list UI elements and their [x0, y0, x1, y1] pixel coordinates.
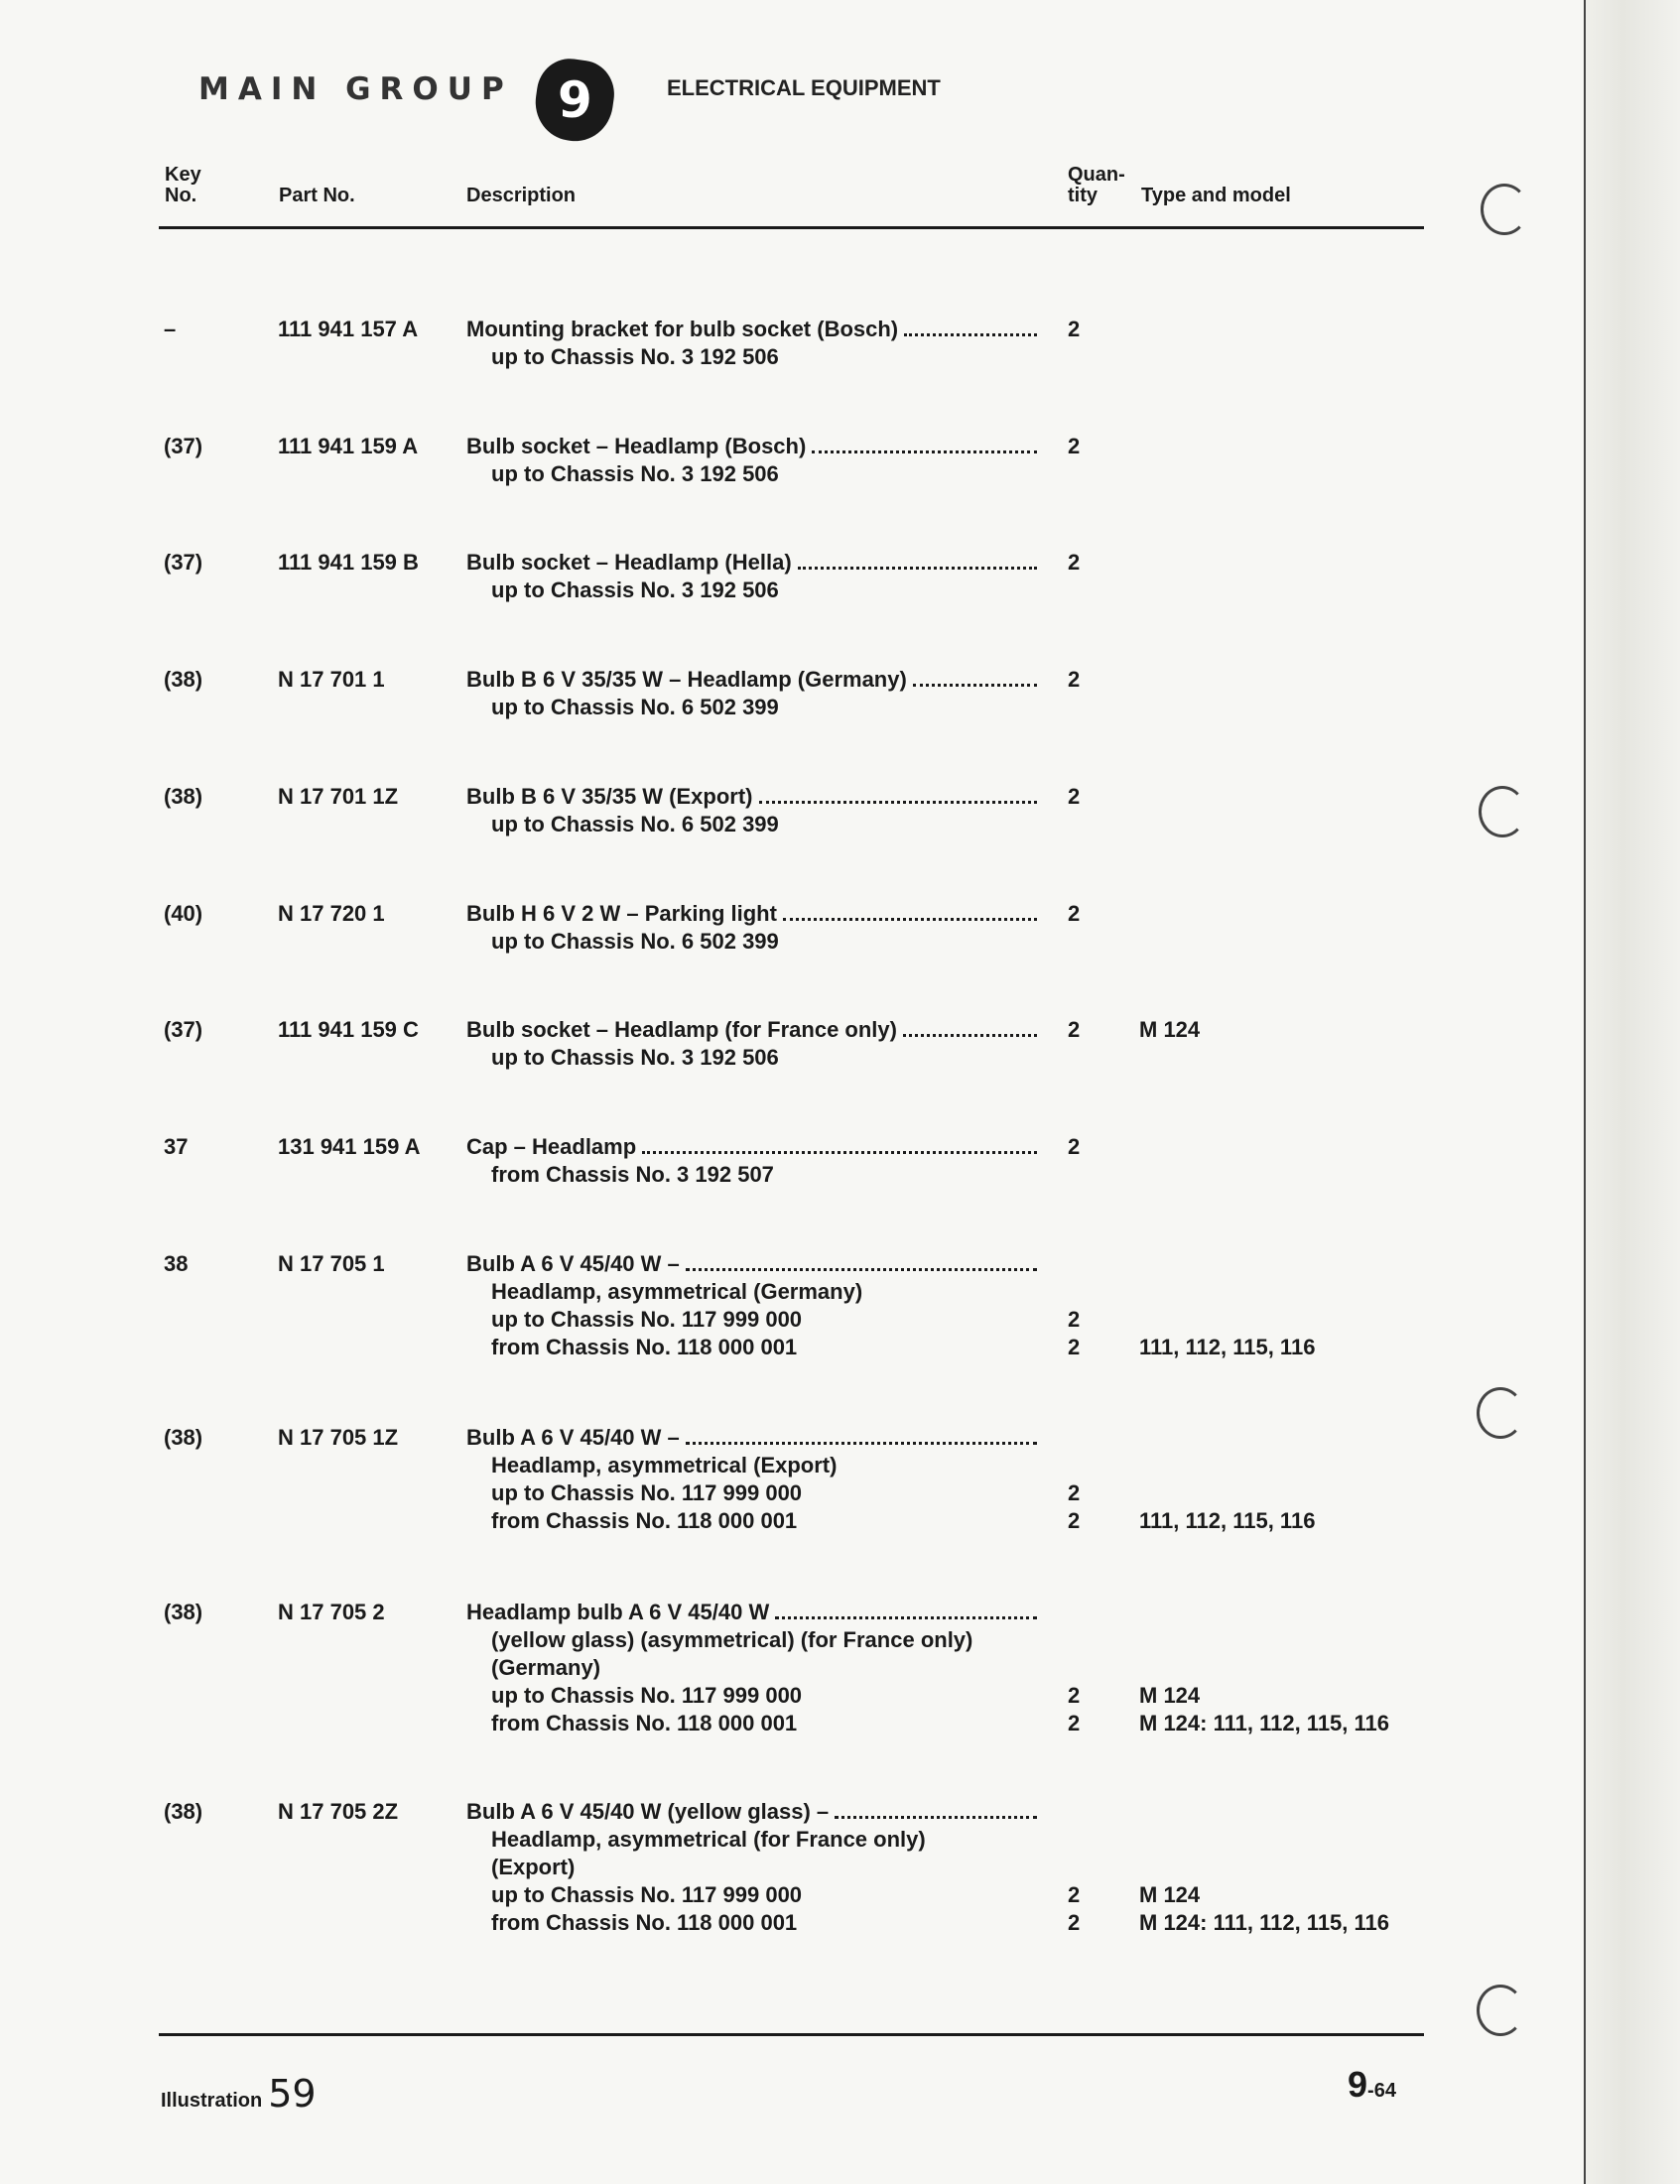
description-line [466, 1278, 1037, 1306]
description-line [466, 1479, 1037, 1507]
key-number: 38 [164, 1251, 189, 1276]
quantity-value [1068, 1626, 1080, 1654]
part-number: N 17 705 2 [278, 1600, 385, 1624]
quantity [1068, 783, 1080, 811]
quantity-value: 2 [1068, 1882, 1081, 1907]
quantity-value: 2 [1068, 1508, 1081, 1533]
quantity-value: 2 [1068, 901, 1081, 926]
quantity [1068, 900, 1080, 928]
type-value [1139, 1798, 1389, 1826]
description-text: from Chassis No. 118 000 001 [491, 1910, 798, 1935]
illustration-label: Illustration [161, 2090, 263, 2112]
description-text: Bulb A 6 V 45/40 W – [466, 1251, 680, 1276]
type-value [1139, 1599, 1389, 1626]
description-text: up to Chassis No. 117 999 000 [491, 1683, 803, 1708]
description-line [466, 1626, 1037, 1654]
column-quantity [1068, 165, 1125, 206]
description [466, 1250, 1037, 1361]
illustration-reference [161, 2072, 317, 2116]
description-line [466, 1306, 1037, 1334]
key-number: (38) [164, 667, 203, 692]
group-number: 9 [557, 70, 592, 129]
type-and-model [1139, 1016, 1200, 1044]
description-text: Bulb A 6 V 45/40 W – [466, 1425, 680, 1450]
quantity-value [1068, 1654, 1080, 1682]
description [466, 1599, 1037, 1737]
quantity-value [1068, 1854, 1080, 1881]
description-line [466, 316, 1037, 343]
description-text: up to Chassis No. 6 502 399 [491, 695, 779, 719]
key-number: (38) [164, 1799, 203, 1824]
quantity-value: 2 [1068, 317, 1081, 341]
part-number: 111 941 159 A [278, 434, 419, 458]
quantity-value [1068, 1798, 1080, 1826]
description-line [466, 666, 1037, 694]
type-value [1139, 1278, 1315, 1306]
scanned-page-edge [1584, 0, 1680, 2184]
page-number-sub: -64 [1367, 2080, 1396, 2102]
type-value [1139, 1452, 1315, 1479]
quantity [1068, 1133, 1080, 1161]
quantity [1068, 549, 1080, 577]
type-value [1139, 1479, 1315, 1507]
description-line [466, 928, 1037, 956]
quantity-value [1068, 1452, 1080, 1479]
page-number [1348, 2064, 1396, 2106]
key-number: (37) [164, 550, 203, 575]
quantity-value: 2 [1068, 1134, 1081, 1159]
description-line [466, 1424, 1037, 1452]
description-line [466, 343, 1037, 371]
quantity-value [1068, 1826, 1080, 1854]
part-number: N 17 705 1Z [278, 1425, 399, 1450]
type-value: 111, 112, 115, 116 [1139, 1335, 1316, 1359]
quantity-value: 2 [1068, 434, 1081, 458]
description-line [466, 1909, 1037, 1937]
description-line [466, 1044, 1037, 1072]
part-number: 131 941 159 A [278, 1134, 421, 1159]
key-number: (38) [164, 1600, 203, 1624]
description [466, 433, 1037, 488]
description-text: up to Chassis No. 117 999 000 [491, 1307, 803, 1332]
column-quantity-line2: tity [1068, 185, 1098, 206]
quantity-value: 2 [1068, 550, 1081, 575]
quantity-value: 2 [1068, 1711, 1081, 1735]
description-line [466, 1161, 1037, 1189]
quantity [1068, 1424, 1080, 1535]
key-number: (37) [164, 434, 203, 458]
part-number: 111 941 159 C [278, 1017, 419, 1042]
description-text: up to Chassis No. 117 999 000 [491, 1480, 803, 1505]
type-value [1139, 1654, 1389, 1682]
description [466, 783, 1037, 838]
description-text: Headlamp, asymmetrical (for France only) [491, 1827, 926, 1852]
description [466, 666, 1037, 721]
description-text: Bulb socket – Headlamp (for France only) [466, 1017, 897, 1042]
description-text: Bulb H 6 V 2 W – Parking light [466, 901, 777, 926]
part-number: 111 941 159 B [278, 550, 419, 575]
type-value [1139, 1424, 1315, 1452]
description-text: up to Chassis No. 6 502 399 [491, 929, 779, 954]
description-text: Headlamp, asymmetrical (Germany) [491, 1279, 863, 1304]
type-value: M 124 [1139, 1683, 1201, 1708]
description-text: Cap – Headlamp [466, 1134, 637, 1159]
column-key [165, 165, 201, 206]
description [466, 549, 1037, 604]
quantity-value: 2 [1068, 1910, 1081, 1935]
description-line [466, 1710, 1037, 1737]
quantity-value [1068, 1599, 1080, 1626]
punch-hole [1477, 1985, 1524, 2036]
type-value: M 124: 111, 112, 115, 116 [1139, 1711, 1390, 1735]
illustration-number: 59 [268, 2072, 317, 2116]
footer-rule [159, 2033, 1424, 2036]
column-type-model: Type and model [1141, 185, 1291, 206]
description-text: up to Chassis No. 6 502 399 [491, 812, 779, 836]
description-text: up to Chassis No. 3 192 506 [491, 344, 779, 369]
description-line [466, 694, 1037, 721]
page-number-main: 9 [1348, 2064, 1368, 2105]
description [466, 1133, 1037, 1189]
type-and-model [1139, 1798, 1389, 1937]
part-number: N 17 701 1Z [278, 784, 399, 809]
description-text: from Chassis No. 3 192 507 [491, 1162, 774, 1187]
quantity-value: 2 [1068, 1335, 1081, 1359]
description-line [466, 1599, 1037, 1626]
key-number: (38) [164, 784, 203, 809]
key-number: (37) [164, 1017, 203, 1042]
main-group-label: MAIN GROUP [198, 71, 513, 107]
description [466, 900, 1037, 956]
description-line [466, 1334, 1037, 1361]
quantity-value: 2 [1068, 1480, 1081, 1505]
column-part-no: Part No. [279, 185, 355, 206]
description-text: (Export) [491, 1855, 576, 1879]
description-line [466, 783, 1037, 811]
description-line [466, 433, 1037, 460]
part-number: N 17 705 1 [278, 1251, 385, 1276]
quantity [1068, 666, 1080, 694]
description-text: up to Chassis No. 117 999 000 [491, 1882, 803, 1907]
key-number: 37 [164, 1134, 189, 1159]
description [466, 316, 1037, 371]
description-text: from Chassis No. 118 000 001 [491, 1711, 798, 1735]
column-quantity-line1: Quan- [1068, 164, 1125, 186]
part-number: N 17 705 2Z [278, 1799, 399, 1824]
quantity [1068, 1016, 1080, 1044]
description-text: from Chassis No. 118 000 001 [491, 1508, 798, 1533]
description-text: Bulb socket – Headlamp (Bosch) [466, 434, 807, 458]
description-line [466, 577, 1037, 604]
description-text: Bulb socket – Headlamp (Hella) [466, 550, 792, 575]
type-value: 111, 112, 115, 116 [1139, 1508, 1316, 1533]
quantity-value [1068, 1424, 1080, 1452]
type-and-model [1139, 1599, 1389, 1737]
quantity [1068, 1798, 1080, 1937]
type-and-model [1139, 1424, 1315, 1535]
type-value: M 124 [1139, 1017, 1201, 1042]
quantity-value: 2 [1068, 1307, 1081, 1332]
type-value [1139, 1306, 1315, 1334]
quantity [1068, 1250, 1080, 1361]
column-key-line2: No. [165, 185, 197, 206]
description-line [466, 1250, 1037, 1278]
quantity [1068, 433, 1080, 460]
quantity-value [1068, 1250, 1080, 1278]
key-number: (38) [164, 1425, 203, 1450]
description-line [466, 1798, 1037, 1826]
description-line [466, 1682, 1037, 1710]
quantity-value: 2 [1068, 1683, 1081, 1708]
punch-hole [1479, 786, 1526, 837]
description-line [466, 900, 1037, 928]
quantity-value: 2 [1068, 784, 1081, 809]
description-text: Bulb B 6 V 35/35 W – Headlamp (Germany) [466, 667, 907, 692]
description-line [466, 1854, 1037, 1881]
description-line [466, 1654, 1037, 1682]
description-line [466, 1016, 1037, 1044]
description-line [466, 1881, 1037, 1909]
type-value: M 124: 111, 112, 115, 116 [1139, 1910, 1390, 1935]
column-description: Description [466, 185, 577, 206]
description-text: Headlamp bulb A 6 V 45/40 W [466, 1600, 770, 1624]
punch-hole [1477, 1387, 1524, 1439]
type-value [1139, 1826, 1389, 1854]
quantity [1068, 316, 1080, 343]
description-line [466, 549, 1037, 577]
description [466, 1016, 1037, 1072]
type-and-model [1139, 1250, 1315, 1361]
description-line [466, 1826, 1037, 1854]
key-number: (40) [164, 901, 203, 926]
column-key-line1: Key [165, 164, 201, 186]
description-text: Headlamp, asymmetrical (Export) [491, 1453, 838, 1477]
punch-hole [1481, 184, 1528, 235]
key-number: – [164, 317, 177, 341]
description-text: (Germany) [491, 1655, 601, 1680]
part-number: 111 941 157 A [278, 317, 419, 341]
quantity [1068, 1599, 1080, 1737]
part-number: N 17 720 1 [278, 901, 385, 926]
description [466, 1424, 1037, 1535]
description-text: up to Chassis No. 3 192 506 [491, 578, 779, 602]
description-text: from Chassis No. 118 000 001 [491, 1335, 798, 1359]
quantity-value [1068, 1278, 1080, 1306]
type-value: M 124 [1139, 1882, 1201, 1907]
quantity-value: 2 [1068, 667, 1081, 692]
description-text: Bulb A 6 V 45/40 W (yellow glass) – [466, 1799, 830, 1824]
description-line [466, 1452, 1037, 1479]
description-line [466, 460, 1037, 488]
description-text: up to Chassis No. 3 192 506 [491, 1045, 779, 1070]
description-line [466, 1507, 1037, 1535]
description-text: up to Chassis No. 3 192 506 [491, 461, 779, 486]
type-value [1139, 1854, 1389, 1881]
type-value [1139, 1250, 1315, 1278]
description-text: Mounting bracket for bulb socket (Bosch) [466, 317, 899, 341]
group-title: ELECTRICAL EQUIPMENT [667, 75, 941, 100]
description-line [466, 1133, 1037, 1161]
description-line [466, 811, 1037, 838]
group-number-badge [531, 55, 619, 146]
part-number: N 17 701 1 [278, 667, 385, 692]
page-header [189, 60, 1429, 149]
description-text: Bulb B 6 V 35/35 W (Export) [466, 784, 753, 809]
header-rule [159, 226, 1424, 229]
quantity-value: 2 [1068, 1017, 1081, 1042]
description-text: (yellow glass) (asymmetrical) (for France only) [491, 1627, 973, 1652]
description [466, 1798, 1037, 1937]
type-value [1139, 1626, 1389, 1654]
